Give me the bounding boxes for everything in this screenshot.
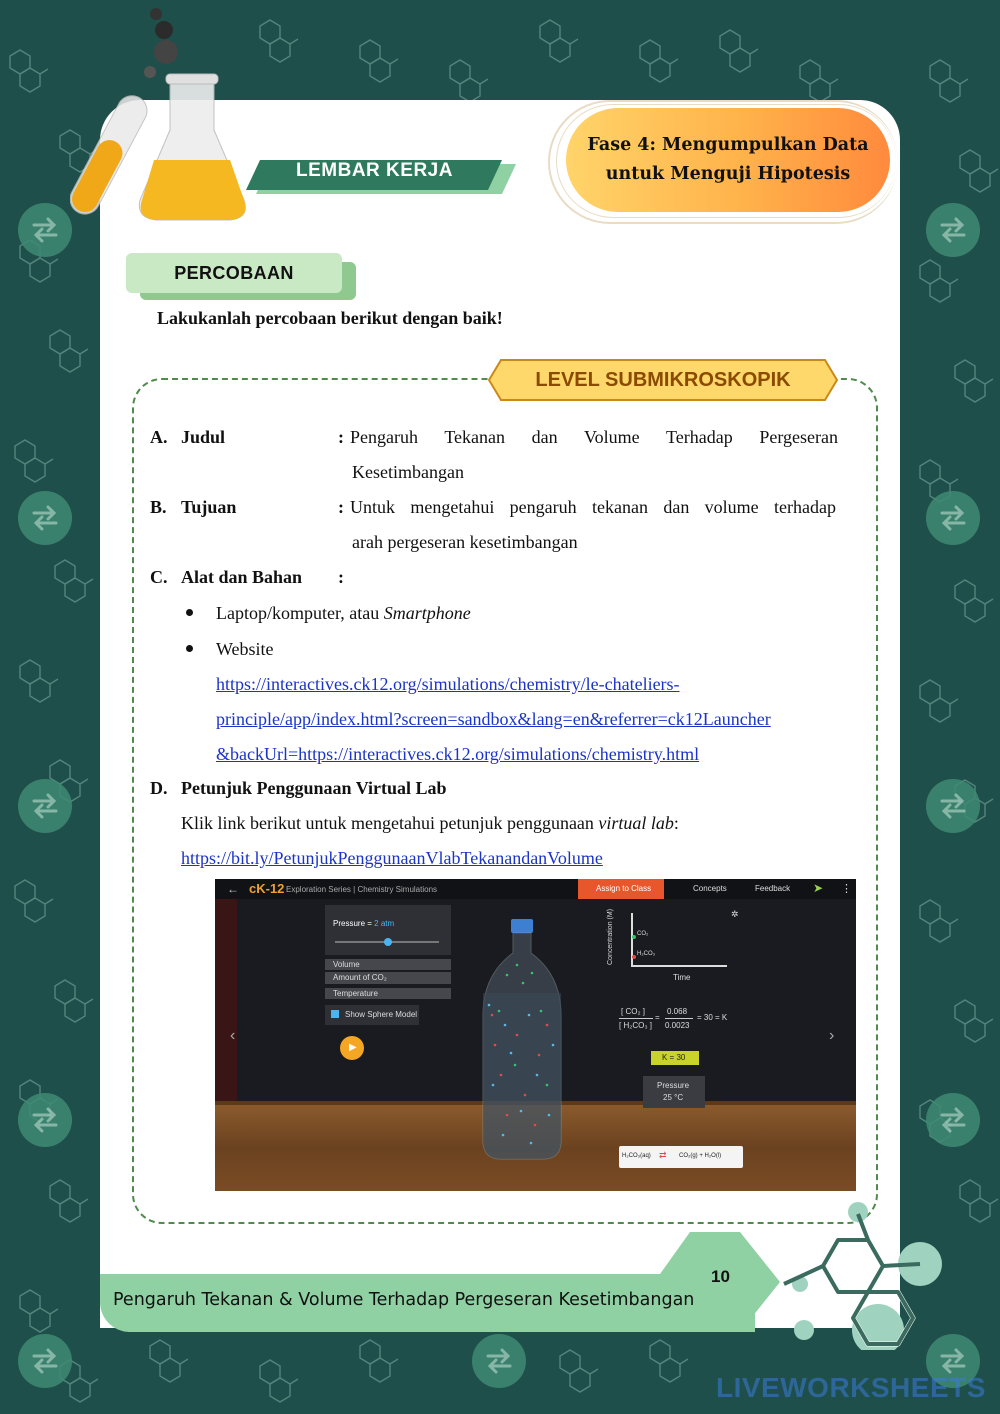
send-icon[interactable]: ➤ bbox=[813, 881, 824, 895]
co2-marker bbox=[632, 935, 636, 939]
item-c-title: Alat dan Bahan bbox=[181, 567, 303, 587]
swap-arrows-icon bbox=[926, 779, 980, 833]
swap-arrows-icon bbox=[18, 1334, 72, 1388]
phase-line-2: untuk Menguji Hipotesis bbox=[605, 164, 851, 184]
level-label: LEVEL SUBMIKROSKOPIK bbox=[535, 368, 791, 391]
menu-temperature: Temperature bbox=[333, 989, 378, 998]
pressure-readout bbox=[333, 919, 394, 928]
phase-badge bbox=[566, 108, 890, 212]
back-arrow-icon[interactable]: ← bbox=[227, 882, 239, 896]
lab-flask-icon bbox=[70, 0, 260, 230]
sim-series: Exploration Series | Chemistry Simulations bbox=[286, 885, 438, 894]
pressure-slider-thumb[interactable] bbox=[384, 938, 392, 946]
condition-temperature: 25 °C bbox=[663, 1093, 684, 1102]
reaction-products: CO₂(g) + H₂O(l) bbox=[679, 1153, 722, 1159]
pressure-panel bbox=[325, 905, 451, 955]
swap-arrows-icon bbox=[18, 491, 72, 545]
simulation-link-line-1[interactable]: https://interactives.ck12.org/simulations/chemistry/le-chateliers- bbox=[216, 674, 680, 694]
menu-amount: Amount of CO₂ bbox=[333, 973, 387, 982]
item-d-colon: : bbox=[673, 813, 679, 833]
equilibrium-arrow-icon: ⇄ bbox=[659, 1150, 667, 1160]
swap-arrows-icon bbox=[18, 1093, 72, 1147]
graph-x-label: Time bbox=[673, 973, 691, 982]
h2co3-legend: H₂CO₃ bbox=[637, 951, 656, 957]
simulation-screenshot bbox=[215, 879, 856, 1191]
eq-denominator-label: [ H₂CO₃ ] bbox=[619, 1021, 653, 1030]
pressure-value: 2 atm bbox=[374, 919, 395, 928]
item-d-virtual-lab: virtual lab bbox=[598, 813, 674, 833]
sphere-model-label: Show Sphere Model bbox=[345, 1010, 418, 1019]
item-d-text: Klik link berikut untuk mengetahui petunjuk penggunaan bbox=[181, 813, 599, 833]
swap-arrows-icon bbox=[472, 1334, 526, 1388]
item-d-title: Petunjuk Penggunaan Virtual Lab bbox=[181, 778, 447, 798]
k-badge-text: K = 30 bbox=[662, 1053, 686, 1062]
swap-arrows-icon bbox=[926, 1093, 980, 1147]
instruction-text: Lakukanlah percobaan berikut dengan baik! bbox=[157, 308, 503, 328]
item-a-title: Judul bbox=[181, 427, 226, 447]
simulation-link-line-2[interactable]: principle/app/index.html?screen=sandbox&lang=en&referrer=ck12Launcher bbox=[216, 709, 771, 729]
item-c-colon: : bbox=[338, 567, 344, 587]
material-laptop-text: Laptop/komputer, atau bbox=[216, 603, 384, 623]
condition-pressure: Pressure bbox=[657, 1081, 690, 1090]
eq-result: = 30 = K bbox=[697, 1013, 728, 1022]
reaction-reactant: H₂CO₃(aq) bbox=[622, 1153, 651, 1159]
bullet-dot bbox=[186, 609, 193, 616]
item-a-line-2: Kesetimbangan bbox=[352, 462, 464, 482]
eq-numerator-label: [ CO₂ ] bbox=[621, 1007, 645, 1016]
footer-title: Pengaruh Tekanan & Volume Terhadap Pergeseran Kesetimbangan bbox=[113, 1290, 695, 1310]
material-laptop bbox=[216, 596, 471, 631]
material-smartphone: Smartphone bbox=[383, 603, 471, 623]
settings-gear-icon[interactable]: ✲ bbox=[731, 909, 739, 919]
phase-line-1: Fase 4: Mengumpulkan Data bbox=[587, 135, 869, 155]
eq-fraction-bar bbox=[665, 1018, 693, 1019]
item-b-label: B. bbox=[150, 497, 167, 517]
item-a-line-1: Pengaruh Tekanan dan Volume Terhadap Pergeseran bbox=[350, 427, 838, 447]
liveworksheets-watermark: LIVEWORKSHEETS bbox=[716, 1372, 986, 1403]
swap-arrows-icon bbox=[926, 491, 980, 545]
graph-x-axis bbox=[631, 965, 727, 967]
item-a-colon: : bbox=[338, 427, 344, 447]
co2-legend: CO₂ bbox=[637, 931, 649, 937]
swap-arrows-icon bbox=[18, 779, 72, 833]
item-c-label: C. bbox=[150, 567, 168, 587]
play-icon: ▶ bbox=[349, 1042, 357, 1053]
h2co3-marker bbox=[632, 955, 636, 959]
prev-arrow-icon[interactable]: ‹ bbox=[230, 1027, 236, 1044]
page-number: 10 bbox=[711, 1267, 730, 1286]
eq-numerator-value: 0.068 bbox=[667, 1007, 688, 1016]
menu-volume: Volume bbox=[333, 960, 360, 969]
item-d-label: D. bbox=[150, 778, 168, 798]
simulation-link-line-3[interactable]: &backUrl=https://interactives.ck12.org/simulations/chemistry.html bbox=[216, 744, 700, 764]
assign-label: Assign to Class bbox=[596, 884, 652, 893]
next-arrow-icon[interactable]: › bbox=[829, 1027, 835, 1044]
material-website: Website bbox=[216, 639, 274, 659]
sphere-model-checkbox[interactable] bbox=[331, 1010, 339, 1018]
worksheet-label: LEMBAR KERJA bbox=[296, 160, 453, 181]
item-a-label: A. bbox=[150, 427, 168, 447]
item-d-instruction bbox=[181, 806, 679, 841]
item-b-colon: : bbox=[338, 497, 344, 517]
sim-side-panel bbox=[215, 899, 237, 1105]
section-tag: PERCOBAAN bbox=[126, 253, 342, 293]
swap-arrows-icon bbox=[926, 203, 980, 257]
swap-arrows-icon bbox=[18, 203, 72, 257]
concepts-button[interactable]: Concepts bbox=[693, 884, 727, 893]
feedback-button[interactable]: Feedback bbox=[755, 884, 791, 893]
eq-equals: = bbox=[655, 1013, 660, 1022]
bullet-dot bbox=[186, 645, 193, 652]
ck12-logo: cK-12 bbox=[249, 881, 285, 896]
molecule-icon bbox=[770, 1200, 950, 1350]
item-b-line-1: Untuk mengetahui pengaruh tekanan dan volume terhadap bbox=[350, 497, 836, 517]
more-menu-icon[interactable]: ⋮ bbox=[841, 883, 852, 895]
guide-link[interactable]: https://bit.ly/PetunjukPenggunaanVlabTekanandanVolume bbox=[181, 848, 603, 868]
item-b-title: Tujuan bbox=[181, 497, 237, 517]
item-b-line-2: arah pergeseran kesetimbangan bbox=[352, 532, 578, 552]
bottle-illustration bbox=[477, 915, 567, 1165]
eq-fraction-bar bbox=[619, 1018, 653, 1019]
graph-y-label: Concentration (M) bbox=[607, 908, 614, 965]
pressure-label: Pressure = bbox=[333, 919, 375, 928]
eq-denominator-value: 0.0023 bbox=[665, 1021, 690, 1030]
